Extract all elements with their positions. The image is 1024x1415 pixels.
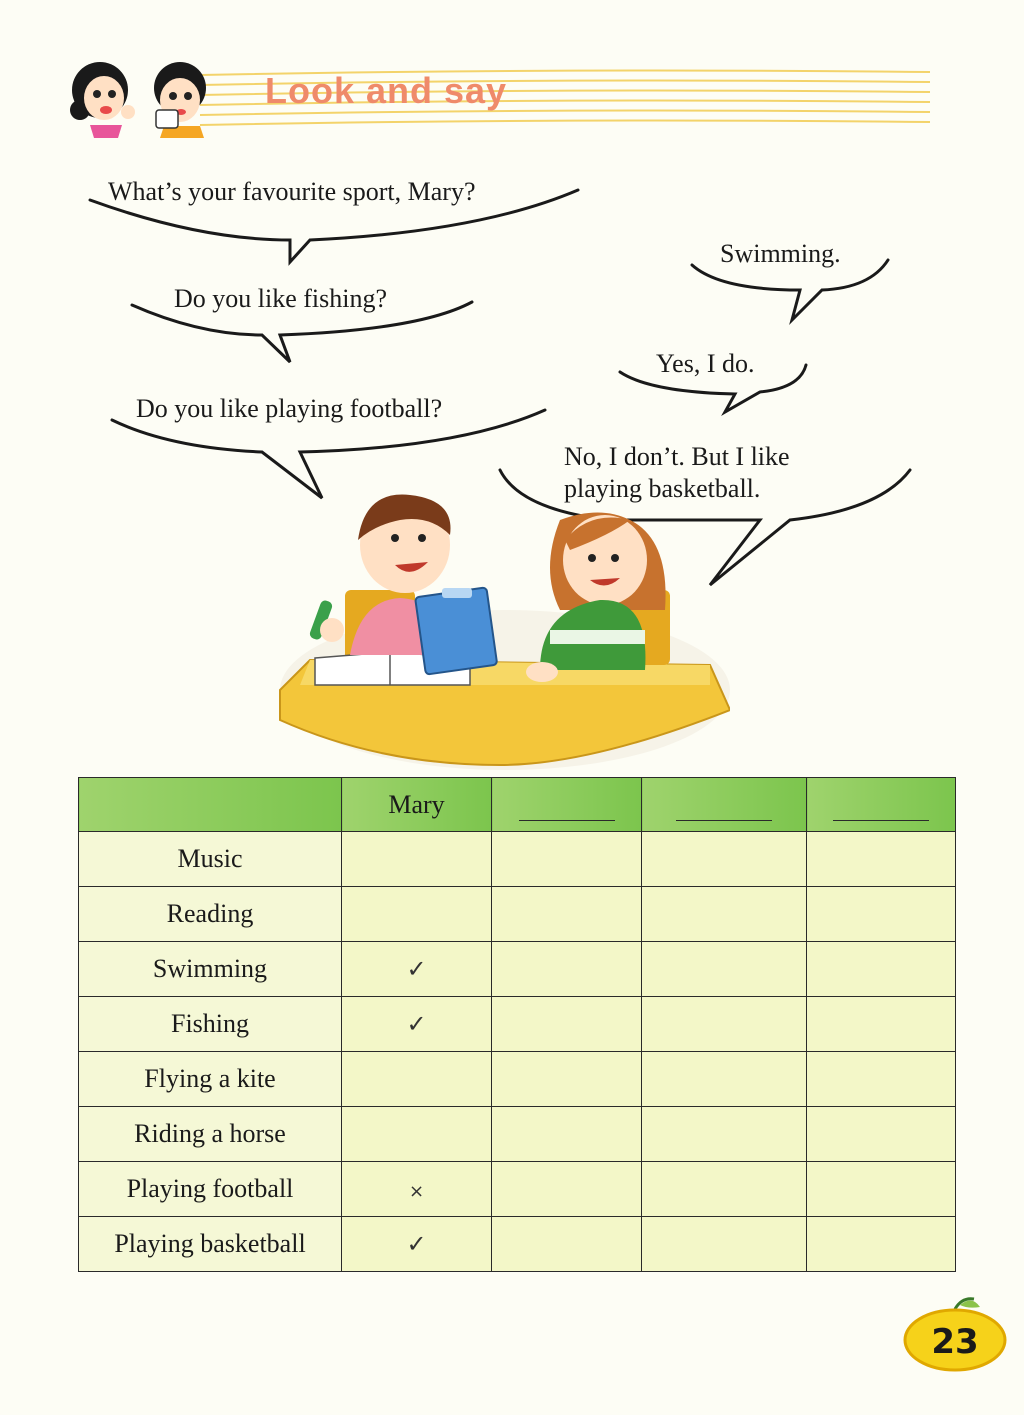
answer-cell[interactable] — [492, 887, 642, 942]
answer-cell[interactable] — [492, 832, 642, 887]
activity-cell: Flying a kite — [79, 1052, 342, 1107]
table-row — [79, 997, 956, 1052]
answer-cell[interactable] — [642, 1217, 807, 1272]
table-row — [79, 1217, 956, 1272]
name-blank-line — [519, 820, 615, 821]
table-row — [79, 1162, 956, 1217]
clipboard-icon — [415, 587, 497, 674]
check-mark-icon: ✓ — [406, 955, 427, 983]
answer-cell[interactable] — [807, 997, 956, 1052]
speech-q1: What’s your favourite sport, Mary? — [108, 177, 476, 206]
page-number-badge — [900, 1295, 1010, 1375]
answer-cell[interactable] — [642, 942, 807, 997]
mary-cell — [342, 887, 492, 942]
speech-a3-line1: No, I don’t. But I like — [564, 442, 790, 471]
answer-cell[interactable] — [642, 887, 807, 942]
table-row — [79, 887, 956, 942]
activity-cell: Music — [79, 832, 342, 887]
answer-cell[interactable] — [642, 1162, 807, 1217]
speech-q2: Do you like fishing? — [174, 284, 388, 313]
answer-cell[interactable] — [807, 1162, 956, 1217]
answer-cell[interactable] — [807, 832, 956, 887]
children-illustration — [270, 480, 730, 770]
answer-cell[interactable] — [642, 832, 807, 887]
table-header-row — [79, 778, 956, 832]
answer-cell[interactable] — [807, 1052, 956, 1107]
answer-cell[interactable] — [807, 1217, 956, 1272]
section-title: Look and say — [265, 70, 508, 111]
speech-a3-line2: playing basketball. — [564, 474, 761, 503]
name-blank-line — [833, 820, 929, 821]
mary-cell — [342, 1052, 492, 1107]
activity-cell: Playing football — [79, 1162, 342, 1217]
answer-cell[interactable] — [492, 1107, 642, 1162]
header-blank-1[interactable] — [492, 778, 642, 832]
speech-a2: Yes, I do. — [656, 349, 755, 378]
mary-cell — [342, 1217, 492, 1272]
mary-cell — [342, 997, 492, 1052]
speech-q3: Do you like playing football? — [136, 394, 443, 423]
answer-cell[interactable] — [492, 1162, 642, 1217]
answer-cell[interactable] — [807, 1107, 956, 1162]
answer-cell[interactable] — [807, 942, 956, 997]
activity-cell: Riding a horse — [79, 1107, 342, 1162]
table-row — [79, 942, 956, 997]
table-row — [79, 1052, 956, 1107]
answer-cell[interactable] — [642, 1107, 807, 1162]
header-activity — [79, 778, 342, 832]
check-mark-icon: ✓ — [406, 1230, 427, 1258]
cross-mark-icon: × — [408, 1181, 425, 1202]
mary-cell — [342, 832, 492, 887]
header-blank-2[interactable] — [642, 778, 807, 832]
table-row — [79, 832, 956, 887]
header-blank-3[interactable] — [807, 778, 956, 832]
answer-cell[interactable] — [492, 1217, 642, 1272]
sports-survey-table — [78, 777, 956, 1272]
girl-figure — [526, 513, 666, 683]
answer-cell[interactable] — [492, 942, 642, 997]
mary-cell — [342, 1107, 492, 1162]
answer-cell[interactable] — [642, 1052, 807, 1107]
header-mary: Mary — [342, 778, 492, 832]
activity-cell: Fishing — [79, 997, 342, 1052]
answer-cell[interactable] — [807, 887, 956, 942]
activity-cell: Playing basketball — [79, 1217, 342, 1272]
answer-cell[interactable] — [492, 1052, 642, 1107]
check-mark-icon: ✓ — [406, 1010, 427, 1038]
activity-cell: Swimming — [79, 942, 342, 997]
answer-cell[interactable] — [642, 997, 807, 1052]
activity-cell: Reading — [79, 887, 342, 942]
mary-cell — [342, 942, 492, 997]
speech-a1: Swimming. — [720, 239, 841, 268]
table-row — [79, 1107, 956, 1162]
name-blank-line — [676, 820, 772, 821]
mary-cell — [342, 1162, 492, 1217]
page-number: 23 — [931, 1322, 979, 1362]
answer-cell[interactable] — [492, 997, 642, 1052]
